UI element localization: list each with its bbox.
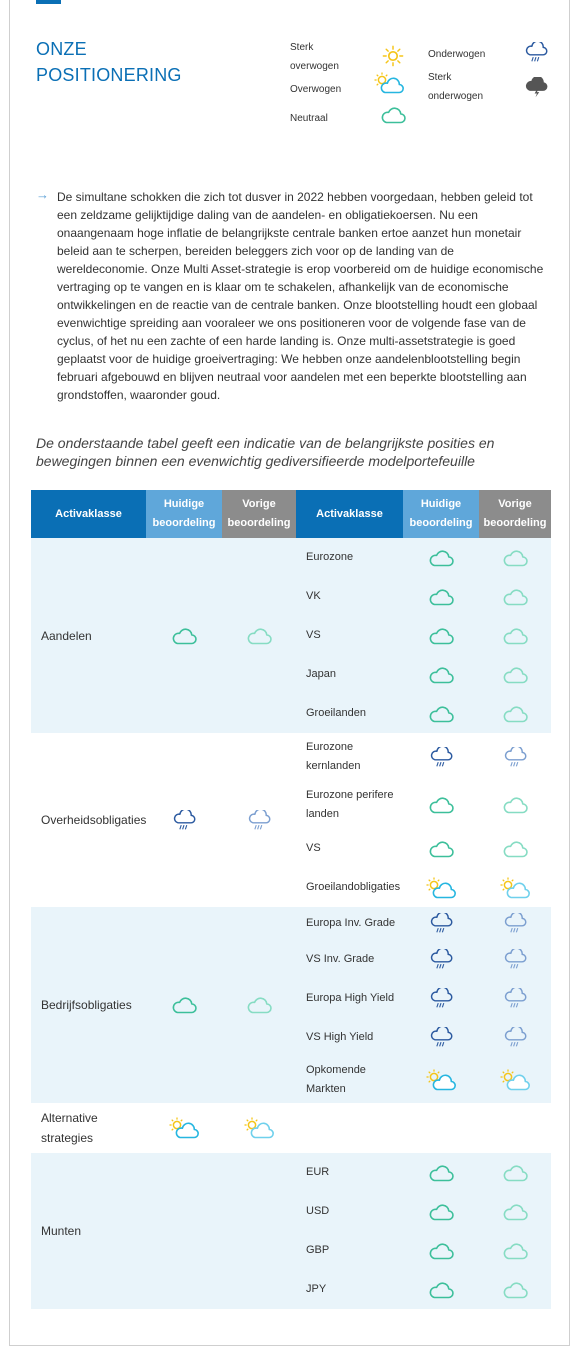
previous-rating	[222, 538, 296, 733]
previous-rating	[479, 694, 551, 733]
table-row	[31, 1153, 551, 1192]
rain-cloud-icon	[429, 988, 453, 1009]
rain-cloud-icon	[503, 988, 527, 1009]
sub-label: Groeilandobligaties	[296, 868, 403, 907]
cloud-icon	[502, 1242, 528, 1260]
legend-sterk-overwogen-label	[290, 38, 339, 76]
current-rating	[403, 940, 479, 979]
previous-rating	[479, 538, 551, 577]
current-rating	[403, 868, 479, 907]
current-rating	[146, 733, 222, 907]
previous-rating	[479, 907, 551, 940]
legend-sterk-onderwogen-line1: Sterk	[428, 72, 452, 83]
current-rating	[403, 577, 479, 616]
cloud-icon	[428, 705, 454, 723]
cloud-icon	[428, 1242, 454, 1260]
row-label-munten: Munten	[31, 1153, 146, 1309]
sub-label: USD	[296, 1192, 403, 1231]
current-rating	[146, 907, 222, 1103]
rain-cloud-icon	[503, 913, 527, 934]
table-row	[31, 1103, 551, 1153]
cloud-icon	[428, 840, 454, 858]
cloud-icon	[428, 666, 454, 684]
cloud-icon	[428, 627, 454, 645]
current-rating	[403, 655, 479, 694]
row-label-bedrijfsobligaties: Bedrijfsobligaties	[31, 907, 146, 1103]
current-rating	[403, 538, 479, 577]
current-rating	[403, 1192, 479, 1231]
previous-rating	[222, 1103, 296, 1153]
previous-rating	[479, 655, 551, 694]
legend-sterk-onderwogen-label	[428, 68, 483, 106]
previous-rating	[479, 1192, 551, 1231]
sun-behind-cloud-icon	[374, 72, 404, 94]
rain-cloud-icon	[503, 949, 527, 970]
current-rating	[403, 781, 479, 829]
previous-rating	[479, 1270, 551, 1309]
legend-onderwogen-label: Onderwogen	[428, 49, 486, 60]
legend-neutraal-label: Neutraal	[290, 113, 328, 124]
legend-overwogen-label: Overwogen	[290, 84, 342, 95]
sub-label: Europa High Yield	[296, 979, 403, 1018]
previous-rating	[479, 1231, 551, 1270]
sub-label: Eurozone perifere landen	[296, 781, 403, 829]
cloud-icon	[428, 588, 454, 606]
cloud-icon	[171, 996, 197, 1014]
previous-rating	[479, 1057, 551, 1103]
row-label-overheidsobligaties: Overheidsobligaties	[31, 733, 146, 907]
title-line-1: ONZE	[36, 39, 87, 59]
cloud-icon	[428, 796, 454, 814]
header-activaklasse: Activaklasse	[31, 490, 146, 538]
cloud-icon	[502, 840, 528, 858]
previous-rating	[479, 733, 551, 781]
arrow-right-icon: →	[36, 187, 49, 202]
current-rating	[403, 829, 479, 868]
cloud-icon	[246, 627, 272, 645]
empty-cell	[296, 1103, 403, 1153]
empty-cell	[403, 1103, 479, 1153]
current-rating	[403, 1057, 479, 1103]
accent-bar	[36, 0, 61, 4]
sub-label: VK	[296, 577, 403, 616]
cloud-icon	[502, 588, 528, 606]
table-row	[31, 733, 551, 781]
row-label-alternative-strategies: Alternative strategies	[31, 1103, 146, 1153]
current-rating	[146, 1103, 222, 1153]
previous-rating	[479, 979, 551, 1018]
sun-behind-cloud-icon	[426, 1069, 456, 1091]
cloud-icon	[428, 1281, 454, 1299]
positioning-paragraph: De simultane schokken die zich tot dusver in 2022 hebben voorgedaan, hebben geleid tot een zeldzame gelijktijdige daling van de aandelen- en obligatiekoersen. Nu een onaangenaam hoge inflatie de belangrijkste centrale banken ertoe aanzet hun monetair beleid aan te scherpen, bereiden beleggers zich voor op de landing van de wereldeconomie. Onze Multi Asset-strategie is erop voorbereid om de huidige economische vertraging op te vangen en is klaar om te schakelen, afhankelijk van de economische ontwikkelingen en de reactie van de centrale banken. Onze blootstelling houdt een globaal evenwichtige spreiding aan vooraleer we ons positioneren voor de volgende fase van de cyclus, of het nu een zachte of een harde landing is. Onze multi-assetstrategie is goed geplaatst voor de huidige groeivertraging: We hebben onze aandelenblootstelling begin februari afgebouwd en blijven neutraal voor aandelen met een beperkte blootstelling aan grondstoffen, waaronder goud.	[57, 190, 544, 402]
table-row	[31, 538, 551, 577]
sun-behind-cloud-icon	[426, 877, 456, 899]
table-row	[31, 907, 551, 940]
sun-behind-cloud-icon	[244, 1117, 274, 1139]
cloud-icon	[502, 549, 528, 567]
previous-rating	[479, 1153, 551, 1192]
rain-cloud-icon	[247, 810, 271, 831]
current-rating	[403, 1270, 479, 1309]
sub-label: Europa Inv. Grade	[296, 907, 403, 940]
previous-rating	[479, 940, 551, 979]
sun-behind-cloud-icon	[500, 877, 530, 899]
sub-label: VS	[296, 829, 403, 868]
rain-cloud-icon	[429, 949, 453, 970]
previous-rating	[222, 1153, 296, 1309]
header-activaklasse-sub: Activaklasse	[296, 490, 403, 538]
previous-rating	[479, 1018, 551, 1057]
sub-label: Opkomende Markten	[296, 1057, 403, 1103]
sun-behind-cloud-icon	[169, 1117, 199, 1139]
legend-sterk-onderwogen-line2: onderwogen	[428, 91, 484, 102]
legend-sterk-overwogen-line2: overwogen	[290, 61, 339, 72]
current-rating	[403, 1153, 479, 1192]
cloud-icon	[380, 106, 406, 124]
current-rating	[403, 1018, 479, 1057]
cloud-icon	[502, 1203, 528, 1221]
cloud-icon	[502, 1281, 528, 1299]
rain-cloud-icon	[503, 1027, 527, 1048]
current-rating	[403, 616, 479, 655]
previous-rating	[479, 868, 551, 907]
sub-label: VS Inv. Grade	[296, 940, 403, 979]
previous-rating	[479, 616, 551, 655]
current-rating	[146, 538, 222, 733]
empty-cell	[479, 1103, 551, 1153]
previous-rating	[222, 907, 296, 1103]
cloud-icon	[428, 1203, 454, 1221]
sub-label: Groeilanden	[296, 694, 403, 733]
current-rating	[403, 733, 479, 781]
current-rating	[403, 979, 479, 1018]
sun-icon	[382, 45, 404, 67]
sub-label: Japan	[296, 655, 403, 694]
cloud-icon	[428, 549, 454, 567]
current-rating	[403, 694, 479, 733]
rain-cloud-icon	[429, 913, 453, 934]
sub-label: GBP	[296, 1231, 403, 1270]
sub-label: VS	[296, 616, 403, 655]
previous-rating	[222, 733, 296, 907]
header-vorige-beoordeling-sub: Vorige beoordeling	[479, 490, 551, 538]
previous-rating	[479, 781, 551, 829]
page-title	[36, 36, 236, 88]
previous-rating	[479, 829, 551, 868]
rain-cloud-icon	[503, 747, 527, 768]
rain-cloud-icon	[429, 1027, 453, 1048]
cloud-icon	[502, 666, 528, 684]
sun-behind-cloud-icon	[500, 1069, 530, 1091]
current-rating	[146, 1153, 222, 1309]
cloud-icon	[502, 705, 528, 723]
current-rating	[403, 1231, 479, 1270]
sub-label: EUR	[296, 1153, 403, 1192]
table-intro: De onderstaande tabel geeft een indicatie van de belangrijkste posities en bewegingen binnen een evenwichtig gediversifieerde modelportefeuille	[36, 435, 495, 469]
sub-label: VS High Yield	[296, 1018, 403, 1057]
row-label-aandelen: Aandelen	[31, 538, 146, 733]
rain-cloud-icon	[429, 747, 453, 768]
cloud-icon	[502, 796, 528, 814]
header-vorige-beoordeling: Vorige beoordeling	[222, 490, 296, 538]
positioning-table	[31, 490, 551, 1309]
thunder-cloud-icon	[524, 77, 548, 98]
current-rating	[403, 907, 479, 940]
sub-label: JPY	[296, 1270, 403, 1309]
title-line-2: POSITIONERING	[36, 65, 182, 85]
header-huidige-beoordeling-sub: Huidige beoordeling	[403, 490, 479, 538]
cloud-icon	[171, 627, 197, 645]
cloud-icon	[428, 1164, 454, 1182]
rain-cloud-icon	[524, 42, 548, 63]
cloud-icon	[502, 1164, 528, 1182]
table-header-row	[31, 490, 551, 538]
cloud-icon	[246, 996, 272, 1014]
legend-sterk-overwogen-line1: Sterk	[290, 42, 314, 53]
sub-label: Eurozone	[296, 538, 403, 577]
cloud-icon	[502, 627, 528, 645]
rain-cloud-icon	[172, 810, 196, 831]
sub-label: Eurozone kernlanden	[296, 733, 403, 781]
header-huidige-beoordeling: Huidige beoordeling	[146, 490, 222, 538]
previous-rating	[479, 577, 551, 616]
